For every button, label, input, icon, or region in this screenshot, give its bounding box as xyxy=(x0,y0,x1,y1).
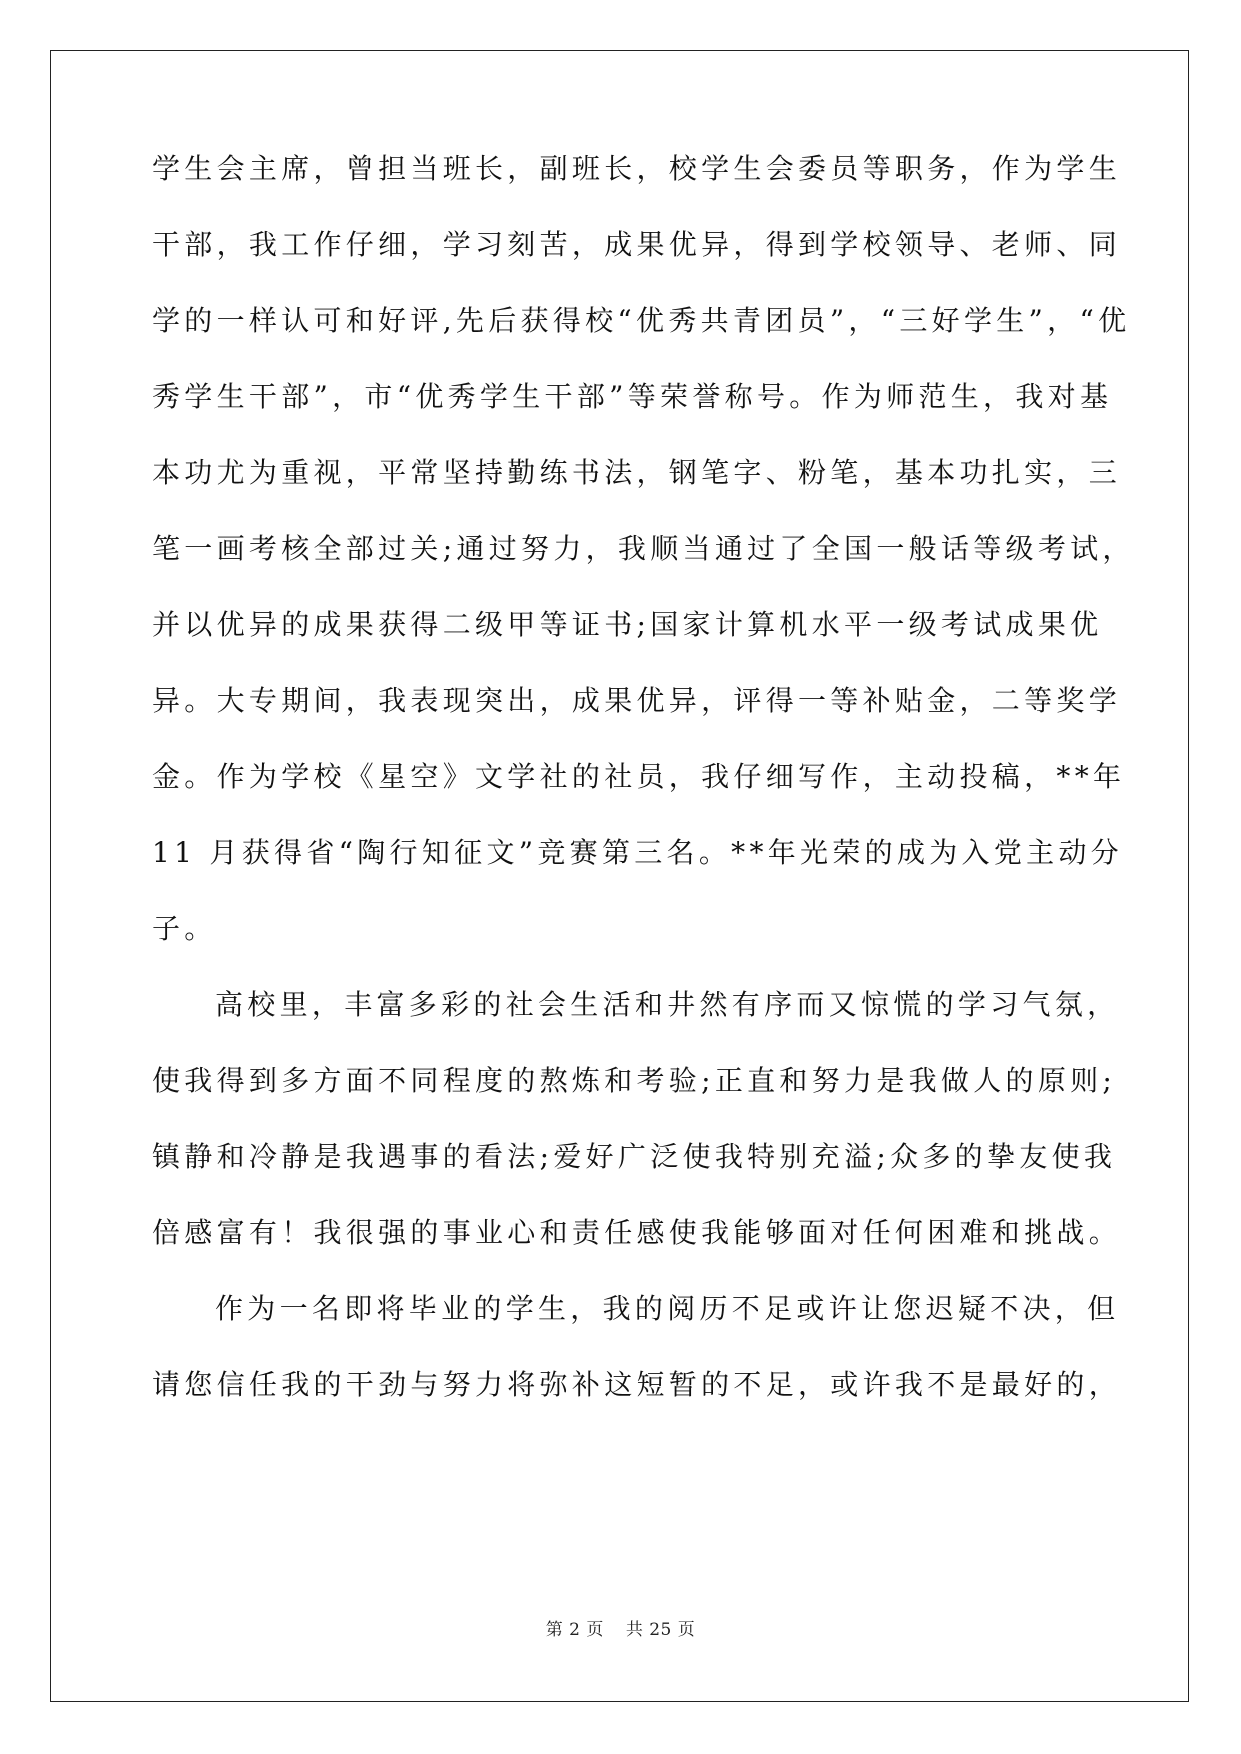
page-number: 第 2 页 xyxy=(545,1620,604,1640)
paragraph-start-line: 高校里，丰富多彩的社会生活和井然有序而又惊慌的学习气氛， xyxy=(215,988,1120,1021)
page-border xyxy=(50,50,1189,1702)
text-line: 11 月获得省“陶行知征文”竞赛第三名。**年光荣的成为入党主动分 xyxy=(152,836,1124,869)
text-line: 学的一样认可和好评,先后获得校“优秀共青团员”，“三好学生”，“优 xyxy=(152,304,1131,337)
text-line: 笔一画考核全部过关;通过努力，我顺当通过了全国一般话等级考试， xyxy=(152,532,1135,565)
paragraph-start-line: 作为一名即将毕业的学生，我的阅历不足或许让您迟疑不决，但 xyxy=(215,1292,1120,1325)
page-total: 共 25 页 xyxy=(625,1620,696,1640)
text-line: 并以优异的成果获得二级甲等证书;国家计算机水平一级考试成果优 xyxy=(152,608,1103,641)
text-line: 镇静和冷静是我遇事的看法;爱好广泛使我特别充溢;众多的挚友使我 xyxy=(152,1140,1117,1173)
text-line: 干部，我工作仔细，学习刻苦，成果优异，得到学校领导、老师、同 xyxy=(152,228,1122,261)
text-line: 本功尤为重视，平常坚持勤练书法，钢笔字、粉笔，基本功扎实，三 xyxy=(152,456,1122,489)
page-footer xyxy=(0,1615,1241,1640)
text-line: 倍感富有！我很强的事业心和责任感使我能够面对任何困难和挑战。 xyxy=(152,1216,1122,1249)
text-line: 秀学生干部”，市“优秀学生干部”等荣誉称号。作为师范生，我对基 xyxy=(152,380,1113,413)
text-line: 请您信任我的干劲与努力将弥补这短暂的不足，或许我不是最好的， xyxy=(152,1368,1122,1401)
text-line: 金。作为学校《星空》文学社的社员，我仔细写作，主动投稿，**年 xyxy=(152,760,1126,793)
text-line: 学生会主席，曾担当班长，副班长，校学生会委员等职务，作为学生 xyxy=(152,152,1122,185)
text-line: 异。大专期间，我表现突出，成果优异，评得一等补贴金，二等奖学 xyxy=(152,684,1122,717)
text-line: 使我得到多方面不同程度的熬炼和考验;正直和努力是我做人的原则; xyxy=(152,1064,1117,1097)
text-line: 子。 xyxy=(152,912,217,945)
